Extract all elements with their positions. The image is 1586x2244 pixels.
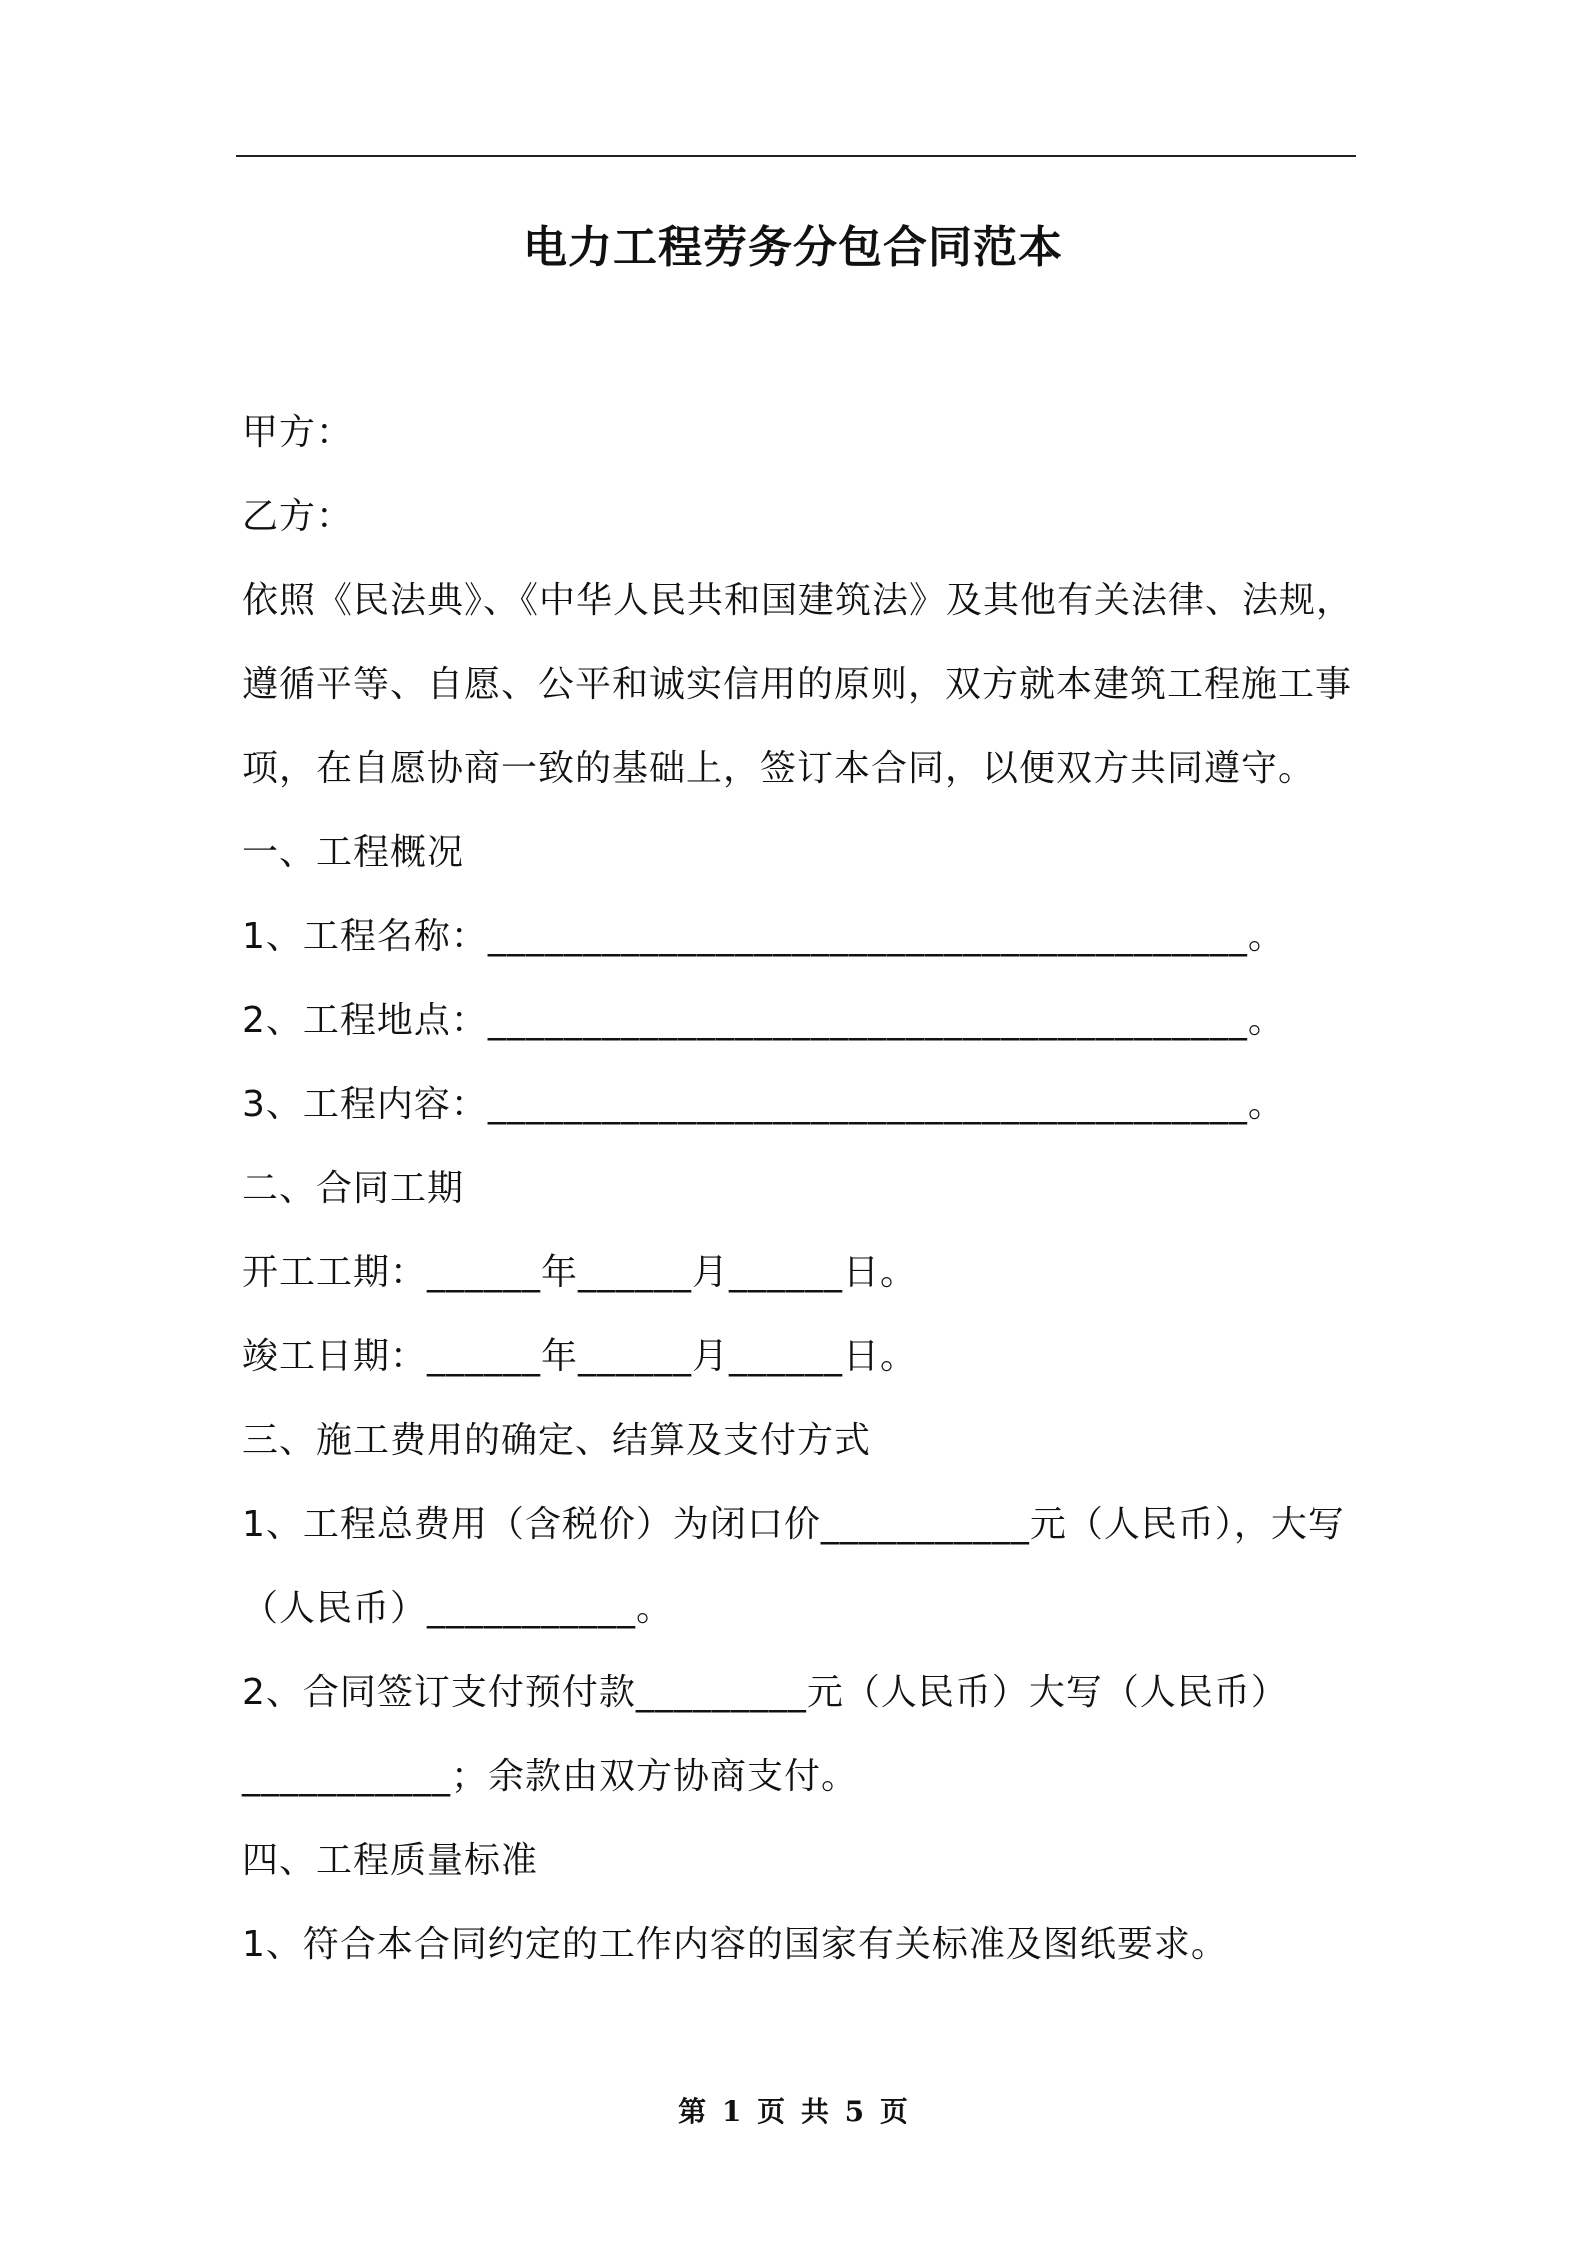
section-heading-4: 四、工程质量标准 <box>242 1840 539 1881</box>
section-heading-1: 一、工程概况 <box>242 832 465 873</box>
party-a-line: 甲方： <box>242 412 354 453</box>
quality-standard-line: 1、符合本合同约定的工作内容的国家有关标准及图纸要求。 <box>242 1924 1228 1965</box>
section-heading-3: 三、施工费用的确定、结算及支付方式 <box>242 1420 872 1461</box>
project-location-line: 2、工程地点：________________________________________。 <box>242 1000 1285 1041</box>
project-name-line: 1、工程名称：________________________________________。 <box>242 916 1285 957</box>
party-b-line: 乙方： <box>242 496 354 537</box>
preamble-line-1: 依照《民法典》、《中华人民共和国建筑法》及其他有关法律、法规， <box>242 580 1354 621</box>
total-cost-line: 1、工程总费用（含税价）为闭口价___________元（人民币），大写 <box>242 1504 1345 1545</box>
preamble-line-3: 项，在自愿协商一致的基础上，签订本合同，以便双方共同遵守。 <box>242 748 1316 789</box>
total-cost-uppercase-line: （人民币）___________。 <box>242 1588 674 1629</box>
document-title: 电力工程劳务分包合同范本 <box>523 222 1063 273</box>
project-content-line: 3、工程内容：________________________________________。 <box>242 1084 1285 1125</box>
page-indicator: 第 1 页 共 5 页 <box>678 2095 908 2128</box>
preamble-line-2: 遵循平等、自愿、公平和诚实信用的原则，双方就本建筑工程施工事 <box>242 664 1353 705</box>
section-heading-2: 二、合同工期 <box>242 1168 465 1209</box>
header-rule <box>236 155 1356 157</box>
start-date-line: 开工工期：______年______月______日。 <box>242 1252 918 1293</box>
completion-date-line: 竣工日期：______年______月______日。 <box>242 1336 918 1377</box>
advance-payment-line: 2、合同签订支付预付款_________元（人民币）大写（人民币） <box>242 1672 1288 1713</box>
balance-payment-line: ___________；余款由双方协商支付。 <box>242 1756 859 1797</box>
